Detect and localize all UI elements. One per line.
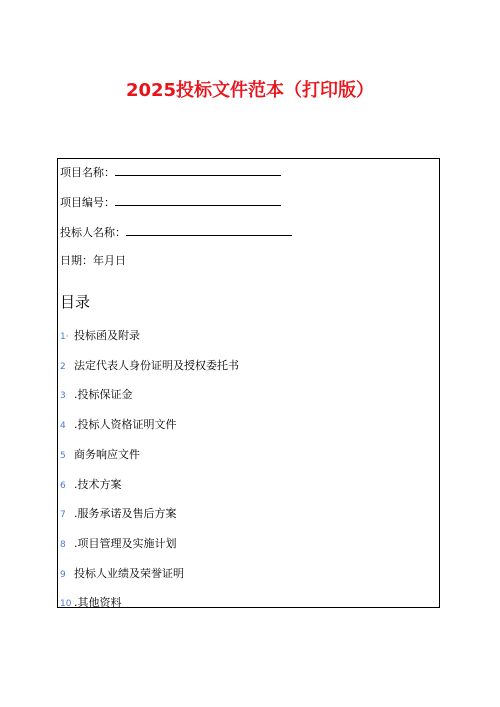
toc-item	[60, 567, 184, 582]
project-name-blank	[115, 165, 281, 176]
toc-item-number: 7	[60, 510, 66, 520]
project-name-line	[60, 165, 281, 180]
toc-item-text: .其他资料	[74, 596, 122, 609]
bidder-blank	[126, 225, 292, 236]
project-no-blank	[115, 195, 281, 206]
bidder-label: 投标人名称：	[60, 226, 126, 239]
toc-item-text: .投标保证金	[74, 388, 133, 401]
date-line: 日期：年月日	[60, 254, 126, 267]
document-title: 2025投标文件范本（打印版）	[125, 80, 375, 101]
toc-item	[60, 359, 239, 374]
toc-item	[60, 478, 122, 493]
toc-item	[60, 448, 140, 463]
project-no-line	[60, 195, 281, 210]
toc-item-number: 2	[60, 362, 66, 372]
toc-item	[60, 329, 140, 344]
toc-item-text: 投标人业绩及荣誉证明	[74, 567, 184, 580]
toc-item-number: 1	[60, 332, 66, 342]
toc-item-text: .服务承诺及售后方案	[74, 507, 177, 520]
toc-item-number: 10	[60, 599, 72, 609]
toc-item	[60, 418, 177, 433]
toc-item-text: 法定代表人身份证明及授权委托书	[74, 359, 239, 372]
toc-item	[60, 596, 122, 611]
toc-item-number: 8	[60, 540, 66, 550]
toc-item	[60, 537, 177, 552]
project-no-label: 项目编号：	[60, 196, 115, 209]
toc-item	[60, 507, 177, 522]
toc-item-text: 投标函及附录	[74, 329, 140, 342]
toc-item-number: 5	[60, 451, 66, 461]
toc-item-number: 6	[60, 481, 66, 491]
document-frame	[57, 158, 440, 608]
toc-item-text: .项目管理及实施计划	[74, 537, 177, 550]
bidder-line	[60, 225, 292, 240]
toc-item-text: .技术方案	[74, 478, 122, 491]
toc-item-text: .投标人资格证明文件	[74, 418, 177, 431]
toc-item-number: 3	[60, 391, 66, 401]
toc-item	[60, 388, 133, 403]
toc-item-text: 商务响应文件	[74, 448, 140, 461]
toc-item-number: 4	[60, 421, 66, 431]
toc-item-separator: ·	[65, 332, 69, 342]
toc-heading: 目录	[60, 293, 91, 311]
project-name-label: 项目名称：	[60, 166, 115, 179]
toc-item-number: 9	[60, 570, 66, 580]
